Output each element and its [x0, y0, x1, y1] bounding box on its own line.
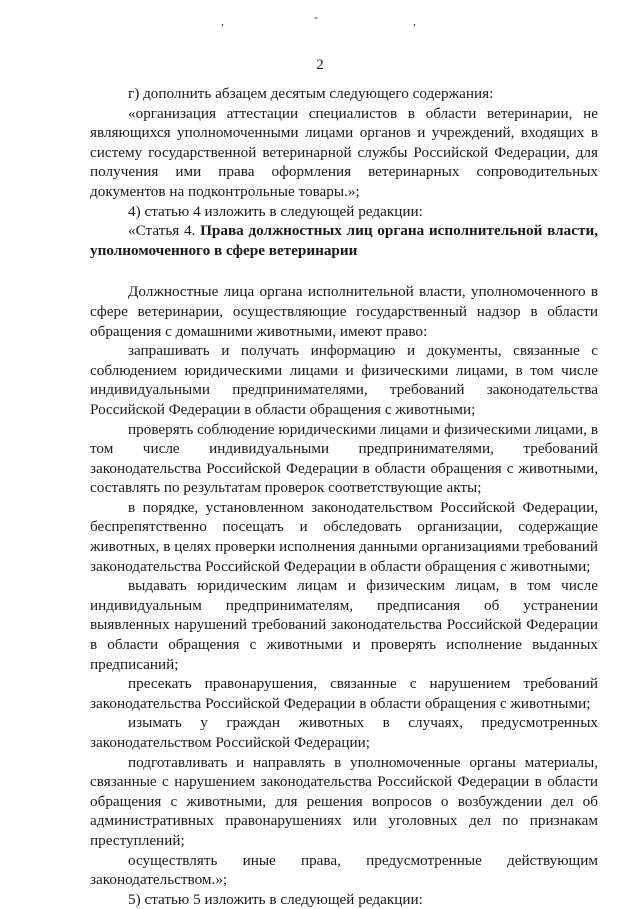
- article-heading-prefix: «Статья 4.: [128, 222, 201, 240]
- paragraph: 5) статью 5 изложить в следующей редакции:: [128, 890, 423, 908]
- paragraph: проверять соблюдение юридическими лицами и физическими лицами, в том числе индивидуальными предпринимателями, требований законодательства Российской Федерации в области обращения с животными, составлять по результатам проверок соответствующие акты;: [90, 420, 598, 497]
- paragraph: осуществлять иные права, предусмотренные действующим законодательством.»;: [90, 851, 598, 889]
- document-body: [90, 84, 598, 909]
- paragraph: в порядке, установленном законодательством Российской Федерации, беспрепятственно посещать и обследовать организации, содержащие животных, в целях проверки исполнения данными организациями требований законодательства Российской Федерации в области обращения с животными;: [90, 498, 598, 575]
- scan-mark: ,: [221, 14, 224, 28]
- paragraph: 4) статью 4 изложить в следующей редакции:: [128, 202, 423, 220]
- article-heading: [90, 221, 598, 260]
- paragraph: «организация аттестации специалистов в области ветеринарии, не являющихся уполномоченными лицами органов и учреждений, входящих в систему государственной ветеринарной службы Российской Федерации, для получения ими права оформления ветеринарных сопроводительных документов на подконтрольные товары.»;: [90, 104, 598, 200]
- paragraph: Должностные лица органа исполнительной власти, уполномоченного в сфере ветеринарии, осуществляющие государственный надзор в области обращения с домашними животными, имеют право:: [90, 283, 598, 340]
- scan-mark: -: [314, 10, 318, 24]
- paragraph: г) дополнить абзацем десятым следующего содержания:: [128, 85, 494, 102]
- paragraph: выдавать юридическим лицам и физическим лицам, в том числе индивидуальным предпринимателям, предписания об устранении выявленных нарушений требований законодательства Российской Федерации в области обращения с животными и проверять исполнение выданных предписаний;: [90, 577, 598, 673]
- paragraph: запрашивать и получать информацию и документы, связанные с соблюдением юридическими лицами и физическими лицами, в том числе индивидуальными предпринимателями, требований законодательства Российской Федерации в области обращения с животными;: [90, 342, 598, 418]
- paragraph: подготавливать и направлять в уполномоченные органы материалы, связанные с нарушением законодательства Российской Федерации в области обращения с животными, для решения вопросов о возбуждении дел об административных правонарушениях или уголовных дел по признакам преступлений;: [90, 753, 598, 849]
- page-number: 2: [316, 57, 324, 73]
- paragraph: пресекать правонарушения, связанные с нарушением требований законодательства Российской Федерации в области обращения с животными;: [90, 675, 598, 712]
- article-heading-title: Права должностных лиц органа исполнительной власти, уполномоченного в сфере ветеринарии: [90, 222, 598, 259]
- scan-mark: ,: [413, 14, 416, 28]
- paragraph: изымать у граждан животных в случаях, предусмотренных законодательством Российской Федерации;: [90, 714, 598, 751]
